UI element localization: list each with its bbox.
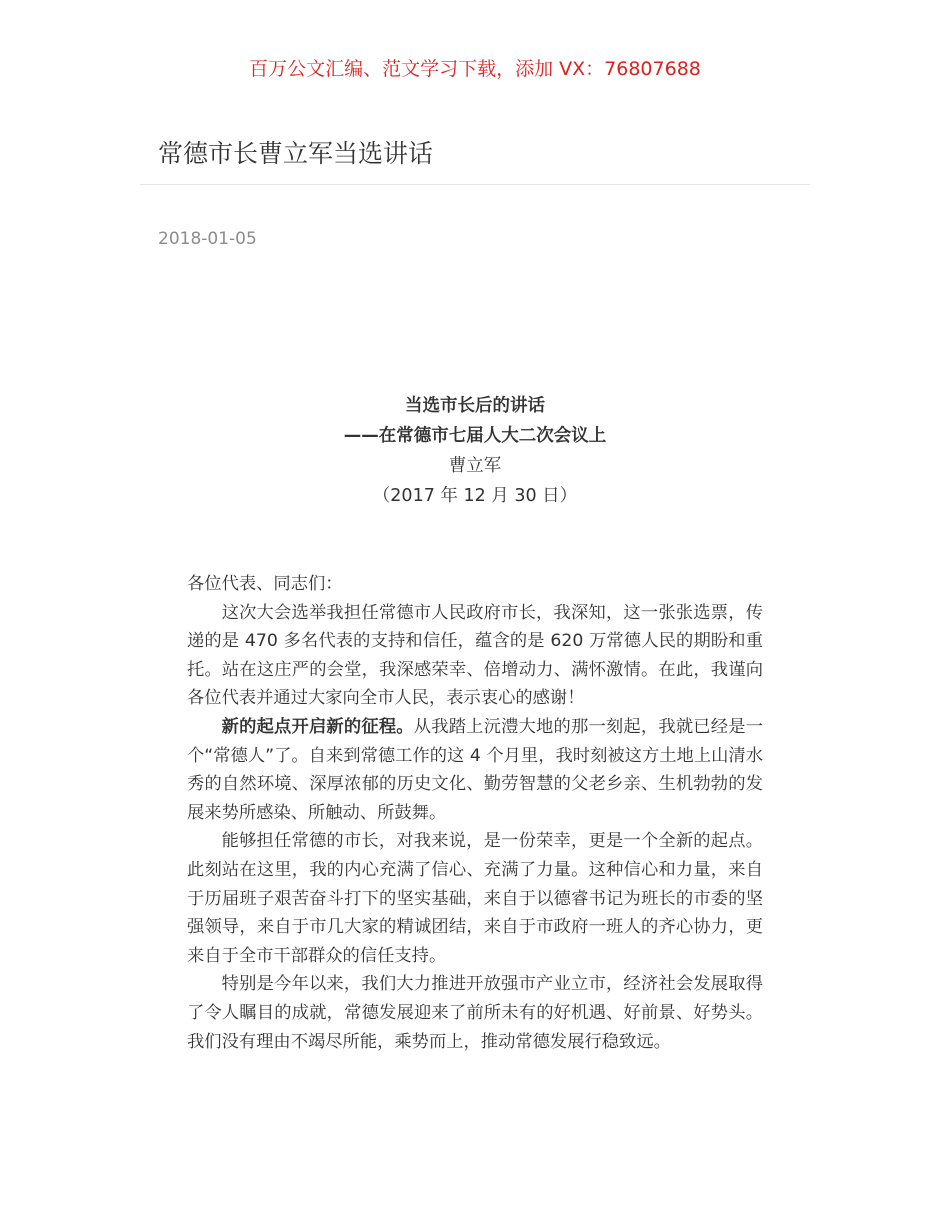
salutation: 各位代表、同志们： bbox=[187, 574, 343, 594]
paragraph bbox=[187, 599, 763, 713]
speech-body bbox=[187, 570, 763, 1056]
speech-author: 曹立军 bbox=[448, 456, 502, 476]
title-divider bbox=[140, 184, 810, 185]
paragraph-text: 这次大会选举我担任常德市人民政府市长，我深知，这一张张选票，传递的是 470 多名代表的支持和信任，蕴含的是 620 万常德人民的期盼和重托。站在这庄严的会堂，我深感荣幸、倍增动力、满怀激情。在此，我谨向各位代表并通过大家向全市人民，表示衷心的感谢！ bbox=[187, 602, 763, 709]
paragraph-text: 能够担任常德的市长，对我来说，是一份荣幸，更是一个全新的起点。此刻站在这里，我的内心充满了信心、充满了力量。这种信心和力量，来自于历届班子艰苦奋斗打下的坚实基础，来自于以德睿书记为班长的市委的坚强领导，来自于市几大家的精诚团结，来自于市政府一班人的齐心协力，更来自于全市干部群众的信任支持。 bbox=[187, 831, 763, 966]
speech-title: 当选市长后的讲话 bbox=[405, 396, 545, 416]
article-title: 常德市长曹立军当选讲话 bbox=[158, 139, 434, 168]
paragraph bbox=[187, 827, 763, 970]
publish-date: 2018-01-05 bbox=[158, 229, 257, 249]
speech-heading bbox=[0, 391, 950, 511]
paragraph-lead: 新的起点开启新的征程。 bbox=[221, 716, 414, 737]
paragraph-text: 从我踏上沅澧大地的那一刻起，我就已经是一个“常德人”了。自来到常德工作的这 4 个月里，我时刻被这方土地上山清水秀的自然环境、深厚浓郁的历史文化、勤劳智慧的父老乡亲、生机勃勃的发展来势所感染、所触动、所鼓舞。 bbox=[187, 716, 763, 823]
speech-subtitle: ——在常德市七届人大二次会议上 bbox=[343, 426, 607, 446]
download-banner: 百万公文汇编、范文学习下载，添加 VX：76807688 bbox=[249, 58, 701, 80]
paragraph-text: 特别是今年以来，我们大力推进开放强市产业立市，经济社会发展取得了令人瞩目的成就，常德发展迎来了前所未有的好机遇、好前景、好势头。我们没有理由不竭尽所能，乘势而上，推动常德发展行稳致远。 bbox=[187, 974, 763, 1052]
paragraph bbox=[187, 970, 763, 1056]
paragraph bbox=[187, 713, 763, 827]
speech-date: （2017 年 12 月 30 日） bbox=[372, 486, 578, 506]
